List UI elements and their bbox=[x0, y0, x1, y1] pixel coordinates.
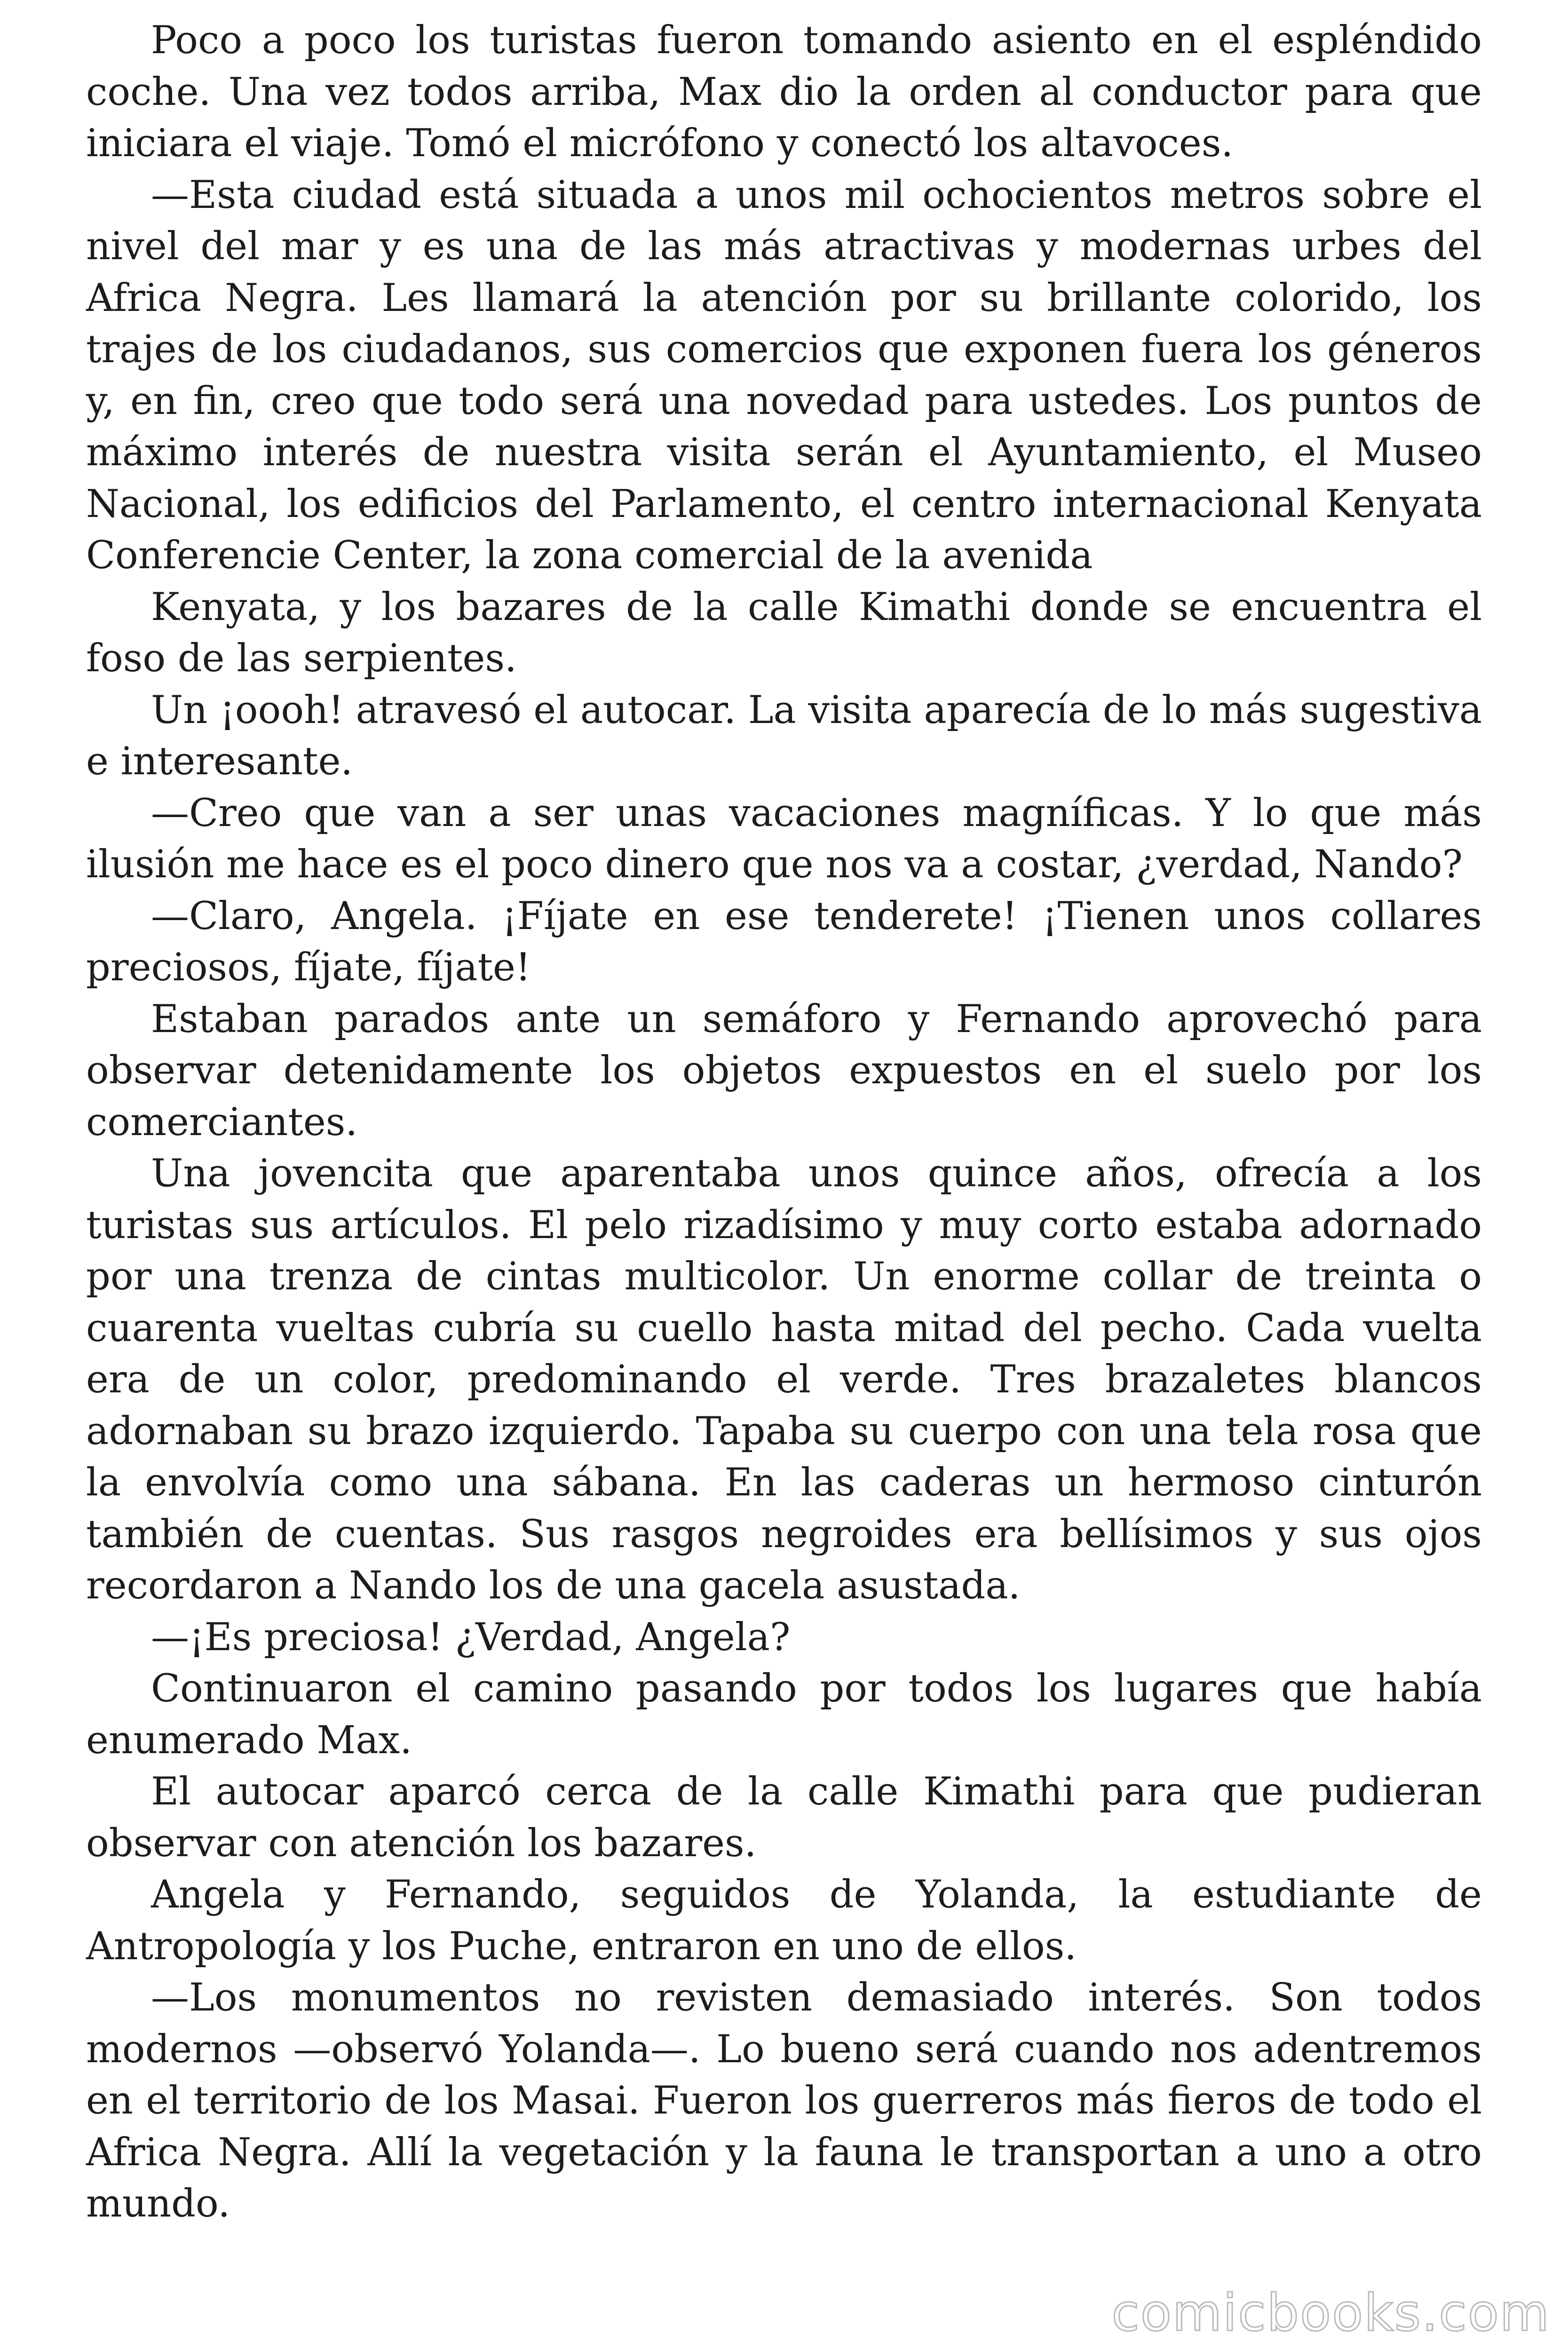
paragraph: Poco a poco los turistas fueron tomando asiento en el espléndido coche. Una vez todos arriba, Max dio la orden al conductor para que iniciara el viaje. Tomó el micrófono y conectó los altavoces. bbox=[86, 18, 1482, 166]
paragraph: Estaban parados ante un semáforo y Fernando aprovechó para observar detenidamente los objetos expuestos en el suelo por los comerciantes. bbox=[86, 997, 1482, 1144]
paragraph: —Los monumentos no revisten demasiado interés. Son todos modernos —observó Yolanda—. Lo bueno será cuando nos adentremos en el territorio de los Masai. Fueron los guerreros más fieros de todo el Africa Negra. Allí la vegetación y la fauna le transportan a uno a otro mundo. bbox=[86, 1976, 1482, 2226]
paragraph: —Esta ciudad está situada a unos mil ochocientos metros sobre el nivel del mar y es una de las más atractivas y modernas urbes del Africa Negra. Les llamará la atención por su brillante colorido, los trajes de los ciudadanos, sus comercios que exponen fuera los géneros y, en fin, creo que todo será una novedad para ustedes. Los puntos de máximo interés de nuestra visita serán el Ayuntamiento, el Museo Nacional, los edificios del Parlamento, el centro internacional Kenyata Conferencie Center, la zona comercial de la avenida bbox=[86, 173, 1482, 578]
paragraph: Angela y Fernando, seguidos de Yolanda, la estudiante de Antropología y los Puche, entraron en uno de ellos. bbox=[86, 1873, 1482, 1969]
watermark: comicbooks.com bbox=[1111, 2284, 1550, 2343]
paragraph: Continuaron el camino pasando por todos los lugares que había enumerado Max. bbox=[86, 1667, 1482, 1763]
paragraph: Una jovencita que aparentaba unos quince años, ofrecía a los turistas sus artículos. El pelo rizadísimo y muy corto estaba adornado por una trenza de cintas multicolor. Un enorme collar de treinta o cuarenta vueltas cubría su cuello hasta mitad del pecho. Cada vuelta era de un color, predominando el verde. Tres brazaletes blancos adornaban su brazo izquierdo. Tapaba su cuerpo con una tela rosa que la envolvía como una sábana. En las caderas un hermoso cinturón también de cuentas. Sus rasgos negroides era bellísimos y sus ojos recordaron a Nando los de una gacela asustada. bbox=[86, 1152, 1482, 1608]
book-page-text bbox=[86, 15, 1482, 2230]
paragraph: —¡Es preciosa! ¿Verdad, Angela? bbox=[151, 1615, 791, 1660]
paragraph: Kenyata, y los bazares de la calle Kimathi donde se encuentra el foso de las serpientes. bbox=[86, 585, 1482, 681]
paragraph: —Claro, Angela. ¡Fíjate en ese tenderete! ¡Tienen unos collares preciosos, fíjate, fíjate! bbox=[86, 894, 1482, 990]
paragraph: —Creo que van a ser unas vacaciones magníficas. Y lo que más ilusión me hace es el poco dinero que nos va a costar, ¿verdad, Nando? bbox=[86, 791, 1482, 887]
paragraph: El autocar aparcó cerca de la calle Kimathi para que pudieran observar con atención los bazares. bbox=[86, 1770, 1482, 1866]
paragraph: Un ¡oooh! atravesó el autocar. La visita aparecía de lo más sugestiva e interesante. bbox=[86, 688, 1482, 784]
